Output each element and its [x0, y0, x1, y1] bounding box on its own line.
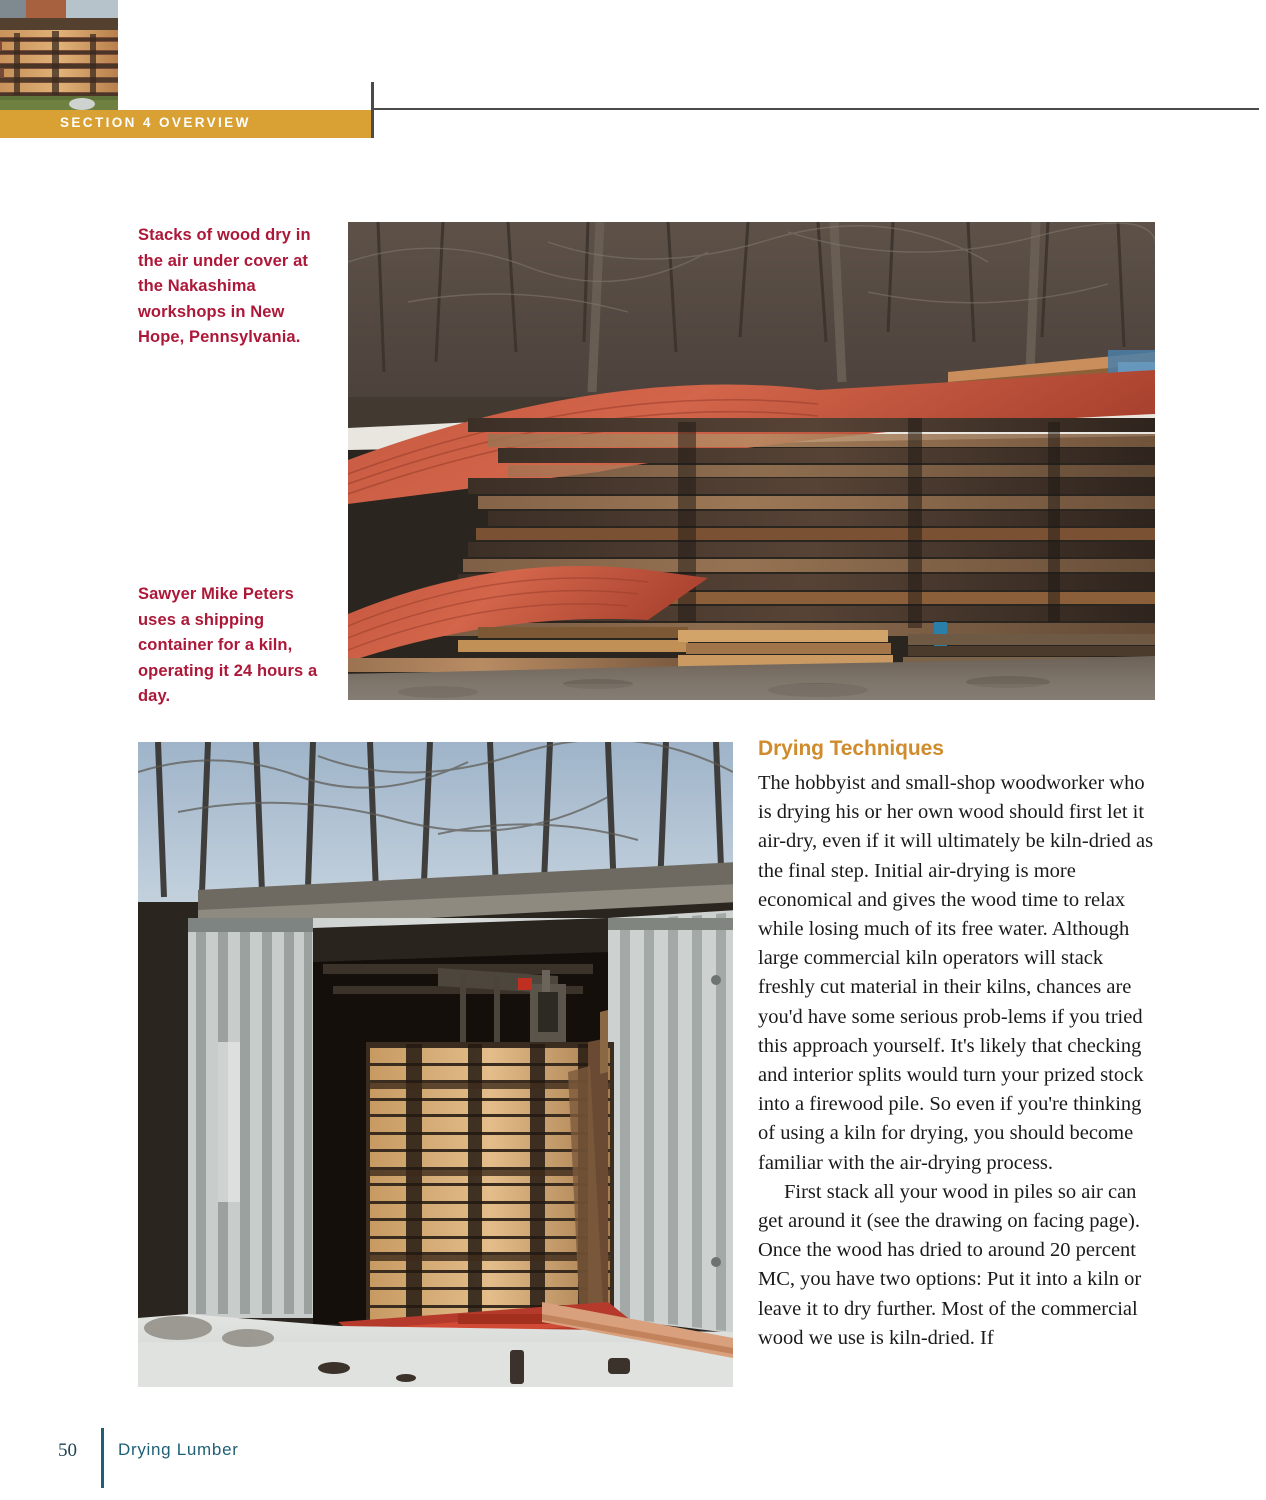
article-paragraph-2: First stack all your wood in piles so air can get around it (see the drawing on facing page). Once the wood has dried to around 20 percent MC, you have two options: Put it into a kiln or leave it to dry further. Most of the commercial wood we use is kiln-dried. If	[758, 1180, 1142, 1349]
article-paragraph-1: The hobbyist and small-shop woodworker who is drying his or her own wood should first let it air-dry, even if it will ultimately be kiln-dried as the final step. Initial air-drying is more economical and gives the wood time to relax while losing much of its free water. Although large commercial kiln operators will stack freshly cut material in their kilns, chances are you'd have some serious prob-lems if you tried this approach yourself. It's likely that checking and interior splits would turn your prized stock into a firewood pile. So even if you're thinking of using a kiln for drying, you should become familiar with the air-drying process.	[758, 772, 1154, 1174]
footer-vertical-rule	[101, 1428, 104, 1488]
header-vertical-rule	[371, 82, 374, 138]
page-number: 50	[58, 1440, 77, 1461]
section-overview-band	[0, 110, 373, 138]
header-horizontal-rule	[374, 108, 1259, 110]
article-column	[758, 736, 1158, 1353]
caption-middle: Sawyer Mike Peters uses a shipping container for a kiln, operating it 24 hours a day.	[138, 585, 318, 705]
article-heading: Drying Techniques	[758, 737, 944, 760]
caption-top: Stacks of wood dry in the air under cover at the Nakashima workshops in New Hope, Pennsylvania.	[138, 226, 311, 346]
header-thumbnail-image	[0, 0, 118, 110]
section-overview-label: SECTION 4 OVERVIEW	[60, 115, 251, 130]
footer-chapter-title: Drying Lumber	[118, 1440, 239, 1459]
photo-container-kiln	[138, 742, 733, 1387]
photo-air-drying-stacks	[348, 222, 1155, 700]
